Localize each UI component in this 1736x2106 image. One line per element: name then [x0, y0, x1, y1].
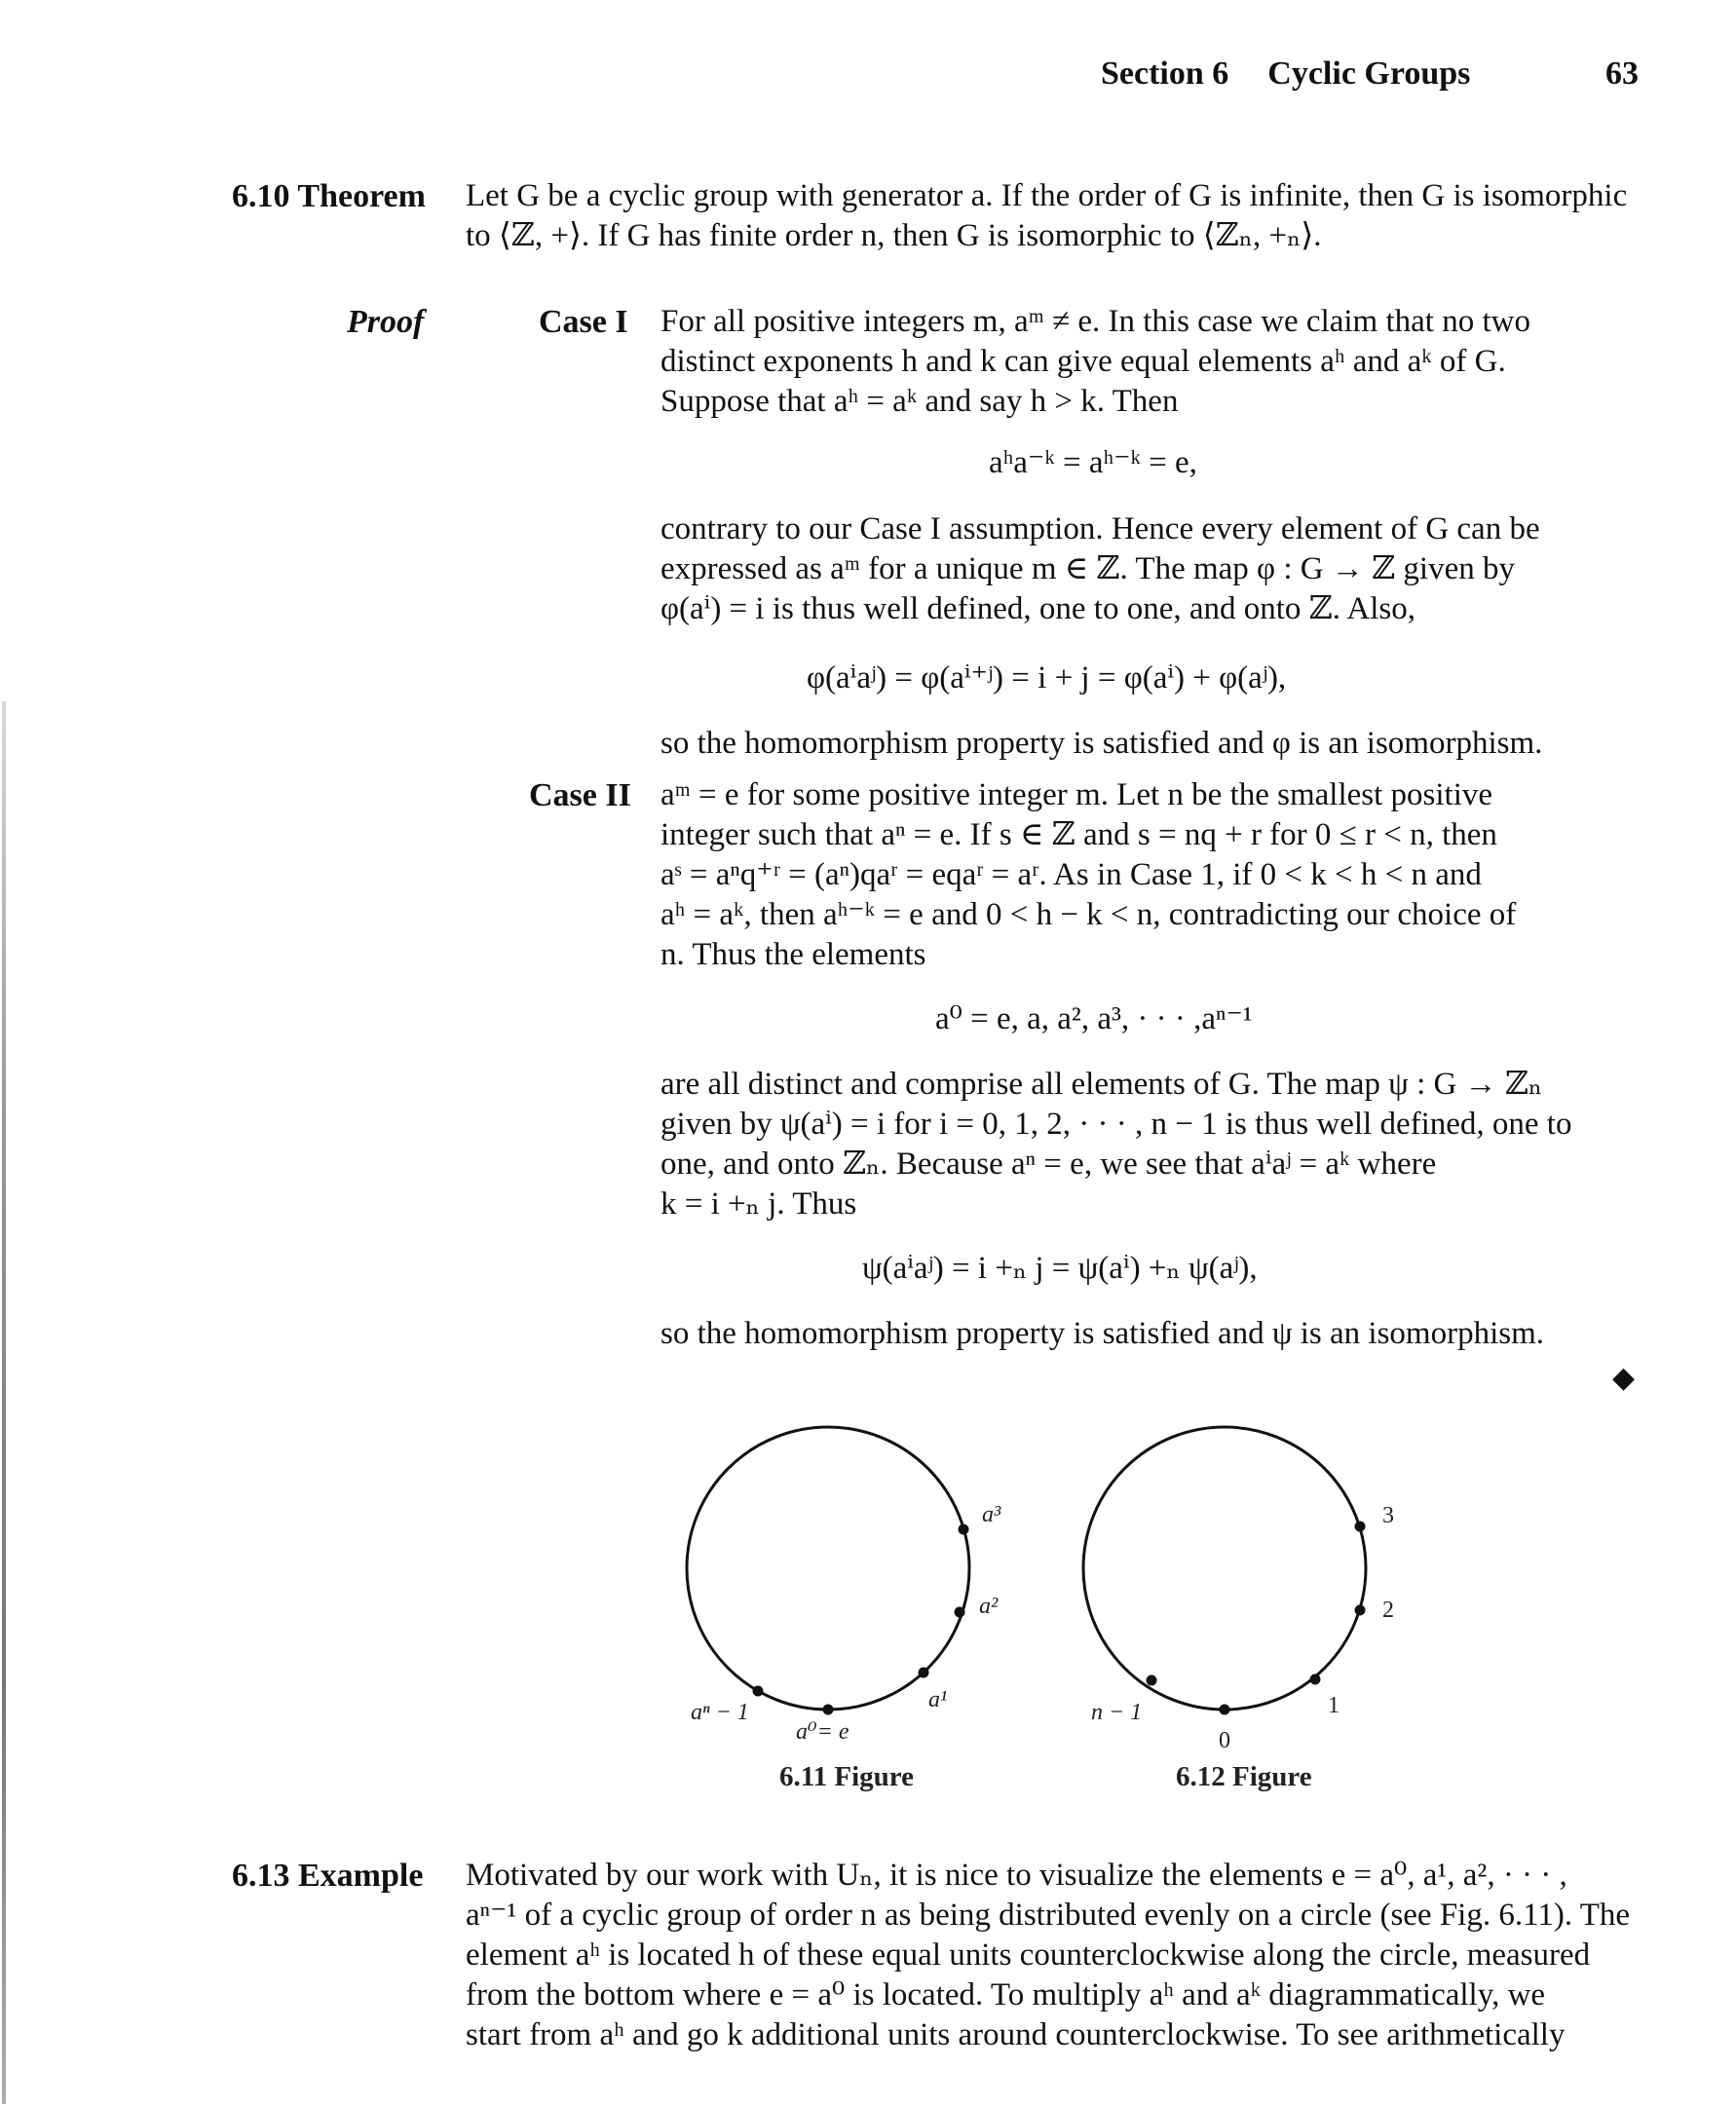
fig1-label-a2: a²: [979, 1594, 999, 1619]
case-2-closing: so the homomorphism property is satisfied and ψ is an isomorphism.: [660, 1316, 1545, 1351]
fig1-point-a2: [955, 1607, 965, 1618]
figure-6-11: [687, 1427, 1001, 1792]
fig1-circle: [687, 1427, 969, 1710]
fig2-label-1: 1: [1328, 1693, 1340, 1718]
case-2-line-5: n. Thus the elements: [660, 937, 926, 972]
case-1-equation-1: aʰa⁻ᵏ = aʰ⁻ᵏ = e,: [989, 445, 1197, 480]
fig2-point-3: [1355, 1522, 1366, 1532]
figure-6-12: [1083, 1427, 1394, 1792]
example-line-4: from the bottom where e = a⁰ is located. To multiply aʰ and aᵏ diagrammatically, we: [466, 1977, 1546, 2012]
scan-edge-shadow: [2, 701, 6, 2104]
fig1-point-a0: [823, 1705, 834, 1715]
figures: [662, 1383, 1432, 1822]
section-label: Section 6: [1101, 56, 1229, 92]
fig1-point-an1: [753, 1686, 764, 1697]
case-2-line-2: integer such that aⁿ = e. If s ∈ ℤ and s = nq + r for 0 ≤ r < n, then: [660, 817, 1497, 852]
qed-diamond-icon: ◆: [1612, 1362, 1636, 1394]
case-1-line-2: distinct exponents h and k can give equal elements aʰ and aᵏ of G.: [660, 344, 1506, 379]
case-1-label: Case I: [539, 304, 628, 340]
fig2-label-n1: n − 1: [1091, 1700, 1143, 1725]
example-line-2: aⁿ⁻¹ of a cyclic group of order n as being distributed evenly on a circle (see Fig. 6.11). The: [466, 1898, 1631, 1933]
fig1-label-a1: a¹: [928, 1687, 948, 1712]
example-label: 6.13 Example: [232, 1858, 424, 1894]
case-2-line-8: one, and onto ℤₙ. Because aⁿ = e, we see that aⁱaʲ = aᵏ where: [660, 1147, 1437, 1182]
fig2-point-2: [1355, 1605, 1366, 1616]
fig1-point-a1: [919, 1668, 929, 1678]
theorem-line-2: to ⟨ℤ, +⟩. If G has finite order n, then G is isomorphic to ⟨ℤₙ, +ₙ⟩.: [466, 218, 1322, 253]
fig2-caption: 6.12 Figure: [1176, 1761, 1312, 1792]
case-2-line-4: aʰ = aᵏ, then aʰ⁻ᵏ = e and 0 < h − k < n, contradicting our choice of: [660, 897, 1517, 932]
fig2-circle: [1083, 1427, 1366, 1710]
case-2-line-3: aˢ = aⁿq⁺ʳ = (aⁿ)qaʳ = eqaʳ = aʳ. As in Case 1, if 0 < k < h < n and: [660, 857, 1482, 892]
fig2-label-2: 2: [1382, 1598, 1394, 1623]
case-1-line-6: φ(aⁱ) = i is thus well defined, one to one, and onto ℤ. Also,: [660, 591, 1416, 626]
fig2-label-3: 3: [1382, 1503, 1394, 1528]
case-2-equation-1: a⁰ = e, a, a², a³, · · · ,aⁿ⁻¹: [935, 1001, 1253, 1036]
example-line-1: Motivated by our work with Uₙ, it is nice to visualize the elements e = a⁰, a¹, a², · · · ,: [466, 1858, 1567, 1893]
case-2-line-7: given by ψ(aⁱ) = i for i = 0, 1, 2, · · · , n − 1 is thus well defined, one to: [660, 1107, 1572, 1142]
case-2-label: Case II: [529, 777, 631, 813]
case-2-line-9: k = i +ₙ j. Thus: [660, 1186, 857, 1222]
fig2-point-1: [1310, 1674, 1321, 1685]
theorem-label: 6.10 Theorem: [232, 178, 426, 214]
case-1-line-3: Suppose that aʰ = aᵏ and say h > k. Then: [660, 384, 1179, 419]
case-1-line-4: contrary to our Case I assumption. Hence every element of G can be: [660, 511, 1540, 546]
fig1-label-a3: a³: [982, 1502, 1001, 1527]
case-1-line-1: For all positive integers m, aᵐ ≠ e. In this case we claim that no two: [660, 304, 1530, 339]
example-line-5: start from aʰ and go k additional units around counterclockwise. To see arithmetically: [466, 2017, 1566, 2052]
page-number: 63: [1605, 56, 1639, 92]
case-1-line-5: expressed as aᵐ for a unique m ∈ ℤ. The map φ : G → ℤ given by: [660, 551, 1515, 586]
fig1-label-a0: a⁰= e: [796, 1719, 849, 1745]
running-head: [1101, 54, 1470, 94]
case-1-closing: so the homomorphism property is satisfied and φ is an isomorphism.: [660, 726, 1543, 761]
example-line-3: element aʰ is located h of these equal units counterclockwise along the circle, measured: [466, 1937, 1591, 1973]
fig1-point-a3: [959, 1524, 969, 1535]
theorem-line-1: Let G be a cyclic group with generator a. If the order of G is infinite, then G is isomorphic: [466, 178, 1628, 213]
case-1-equation-2: φ(aⁱaʲ) = φ(aⁱ⁺ʲ) = i + j = φ(aⁱ) + φ(aʲ),: [807, 660, 1287, 696]
case-2-line-1: aᵐ = e for some positive integer m. Let n be the smallest positive: [660, 777, 1493, 812]
fig2-point-n1: [1147, 1675, 1157, 1686]
fig1-label-an1: aⁿ − 1: [691, 1700, 749, 1725]
case-2-line-6: are all distinct and comprise all elements of G. The map ψ : G → ℤₙ: [660, 1067, 1543, 1102]
case-2-equation-2: ψ(aⁱaʲ) = i +ₙ j = ψ(aⁱ) +ₙ ψ(aʲ),: [862, 1251, 1258, 1286]
fig1-caption: 6.11 Figure: [779, 1761, 915, 1792]
section-title: Cyclic Groups: [1267, 56, 1471, 92]
fig2-label-0: 0: [1219, 1728, 1230, 1753]
fig2-point-0: [1220, 1705, 1230, 1715]
proof-label: Proof: [347, 304, 425, 340]
